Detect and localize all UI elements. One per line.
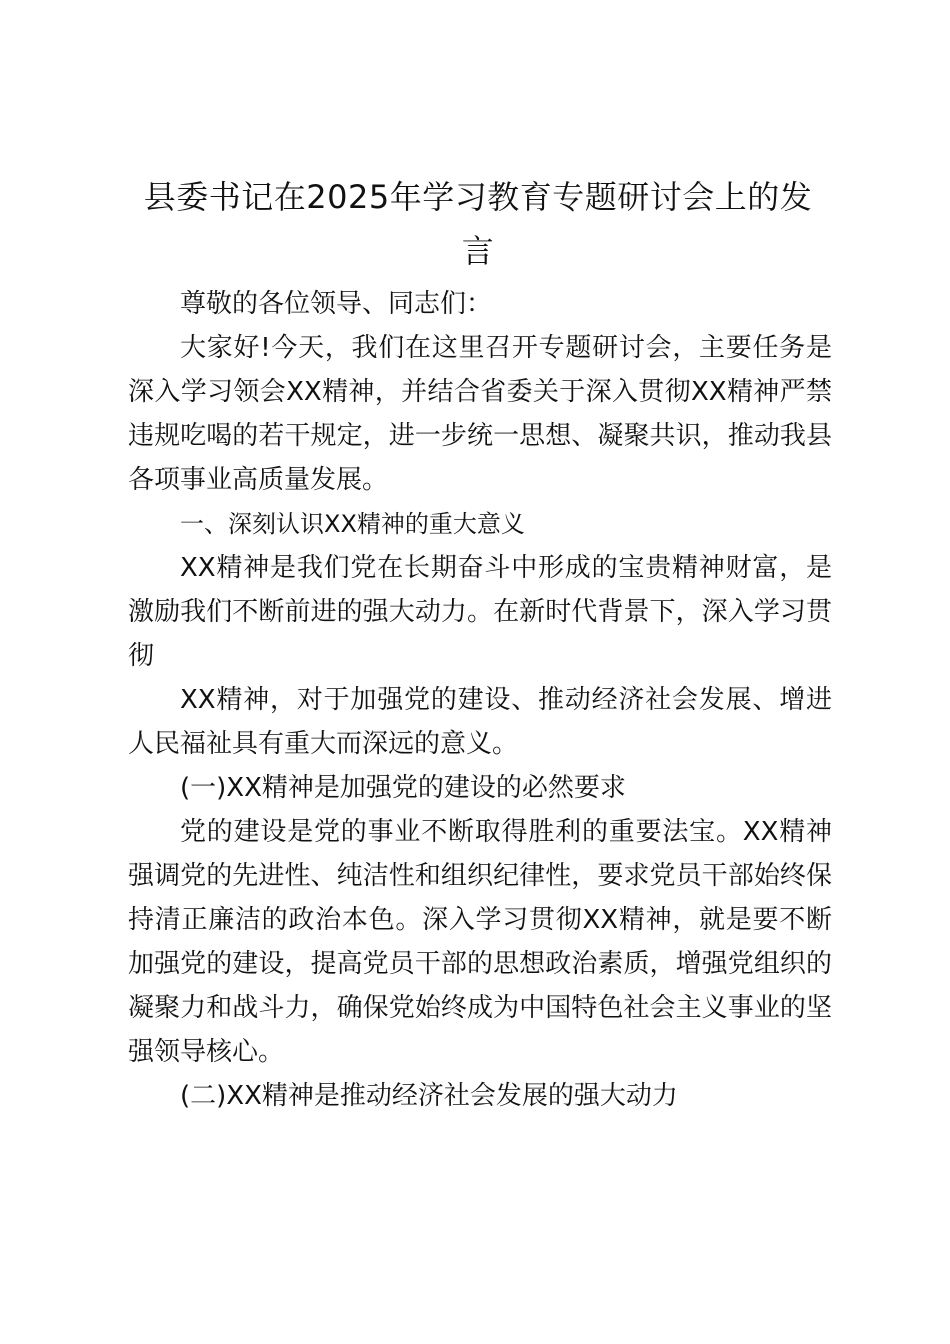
section-1-paragraph-1: XX精神是我们党在长期奋斗中形成的宝贵精神财富，是激励我们不断前进的强大动力。在新时代背景下，深入学习贯彻	[128, 553, 832, 671]
section-1-paragraph-2: XX精神，对于加强党的建设、推动经济社会发展、增进人民福祉具有重大而深远的意义。	[128, 685, 832, 759]
sub-heading-2: (二)XX精神是推动经济社会发展的强大动力	[180, 1081, 678, 1111]
document-body	[128, 282, 832, 1118]
salutation: 尊敬的各位领导、同志们：	[180, 289, 493, 319]
section-heading-1: 一、深刻认识XX精神的重大意义	[180, 510, 525, 538]
sub-1-paragraph: 党的建设是党的事业不断取得胜利的重要法宝。XX精神强调党的先进性、纯洁性和组织纪律性，要求党员干部始终保持清正廉洁的政治本色。深入学习贯彻XX精神，就是要不断加强党的建设，提高党员干部的思想政治素质，增强党组织的凝聚力和战斗力，确保党始终成为中国特色社会主义事业的坚强领导核心。	[128, 817, 832, 1067]
document-title: 县委书记在2025年学习教育专题研讨会上的发言	[143, 178, 813, 270]
intro-paragraph: 大家好!今天，我们在这里召开专题研讨会，主要任务是深入学习领会XX精神，并结合省委关于深入贯彻XX精神严禁违规吃喝的若干规定，进一步统一思想、凝聚共识，推动我县各项事业高质量发展。	[128, 333, 832, 495]
sub-heading-1: (一)XX精神是加强党的建设的必然要求	[180, 773, 626, 803]
